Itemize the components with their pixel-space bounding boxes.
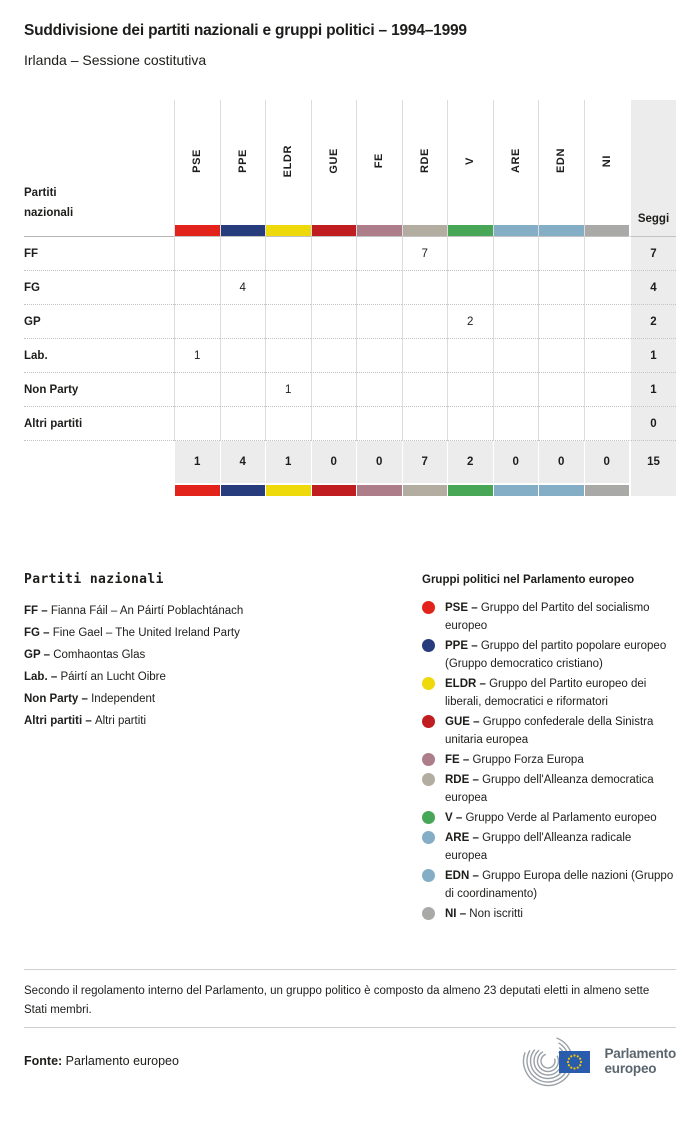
total-PPE: 4 bbox=[220, 441, 266, 483]
group-abbr: PSE – bbox=[445, 602, 481, 614]
national-party-name: Fianna Fáil – An Páirtí Poblachtánach bbox=[50, 605, 244, 617]
cell-V: 2 bbox=[447, 305, 493, 339]
cell-PPE bbox=[220, 373, 266, 407]
column-header-PSE bbox=[174, 100, 220, 237]
bottom-color-bar bbox=[403, 485, 448, 496]
cell-PPE bbox=[220, 237, 266, 271]
group-legend-text bbox=[445, 599, 676, 635]
group-legend-text bbox=[445, 771, 676, 807]
national-party-name: Altri partiti bbox=[94, 715, 147, 727]
column-header-ARE bbox=[493, 100, 539, 237]
row-label: GP bbox=[24, 305, 174, 339]
seats-column-header: Seggi bbox=[629, 100, 676, 237]
cell-PPE bbox=[220, 305, 266, 339]
bottom-color-bar-V bbox=[447, 483, 493, 496]
total-EDN: 0 bbox=[538, 441, 584, 483]
cell-RDE bbox=[402, 305, 448, 339]
bottom-color-bar-EDN bbox=[538, 483, 584, 496]
row-label: Lab. bbox=[24, 339, 174, 373]
page bbox=[0, 21, 700, 1088]
group-legend-text bbox=[445, 905, 523, 923]
european-parliament-logo bbox=[515, 1035, 676, 1087]
cell-FE bbox=[356, 237, 402, 271]
cell-EDN bbox=[538, 339, 584, 373]
row-label: FF bbox=[24, 237, 174, 271]
cell-EDN bbox=[538, 305, 584, 339]
group-legend-text bbox=[445, 675, 676, 711]
cell-FE bbox=[356, 373, 402, 407]
eu-flag-icon bbox=[559, 1051, 590, 1073]
total-RDE: 7 bbox=[402, 441, 448, 483]
cell-ELDR bbox=[265, 305, 311, 339]
group-abbr: FE – bbox=[445, 754, 473, 766]
column-header-ELDR bbox=[265, 100, 311, 237]
page-subtitle: Irlanda – Sessione costitutiva bbox=[24, 52, 207, 68]
legend-national-list bbox=[24, 600, 422, 732]
group-name: Gruppo dell'Alleanza democratica europea bbox=[445, 774, 654, 804]
legend-groups-list bbox=[422, 599, 676, 923]
column-header-text: PPE bbox=[236, 149, 249, 173]
group-legend-text bbox=[445, 713, 676, 749]
cell-V bbox=[447, 373, 493, 407]
group-color-bar bbox=[448, 225, 493, 236]
group-legend-item bbox=[422, 751, 676, 769]
national-party-item bbox=[24, 600, 422, 622]
column-header-text: RDE bbox=[418, 148, 431, 174]
group-color-dot bbox=[422, 601, 435, 614]
column-header-NI bbox=[584, 100, 630, 237]
results-table bbox=[24, 100, 676, 496]
cell-NI bbox=[584, 305, 630, 339]
total-NI: 0 bbox=[584, 441, 630, 483]
cell-GUE bbox=[311, 271, 357, 305]
legend-national bbox=[24, 572, 422, 925]
group-color-dot bbox=[422, 869, 435, 882]
national-party-abbr: FF – bbox=[24, 605, 51, 617]
cell-ELDR bbox=[265, 407, 311, 441]
row-label: Non Party bbox=[24, 373, 174, 407]
legend-groups bbox=[422, 572, 676, 925]
cell-V bbox=[447, 271, 493, 305]
national-party-name: Independent bbox=[91, 693, 156, 705]
cell-ELDR bbox=[265, 339, 311, 373]
national-party-abbr: Lab. – bbox=[24, 671, 61, 683]
national-party-abbr: Non Party – bbox=[24, 693, 92, 705]
cell-NI bbox=[584, 339, 630, 373]
cell-RDE bbox=[402, 373, 448, 407]
group-legend-item bbox=[422, 771, 676, 807]
bottom-color-bar-NI bbox=[584, 483, 630, 496]
source-label: Fonte: bbox=[24, 1054, 63, 1068]
total-V: 2 bbox=[447, 441, 493, 483]
column-header-RDE bbox=[402, 100, 448, 237]
logo-wordmark bbox=[604, 1046, 676, 1076]
cell-PSE bbox=[174, 305, 220, 339]
cell-ARE bbox=[493, 339, 539, 373]
column-header-text: ARE bbox=[509, 148, 522, 174]
cell-RDE: 7 bbox=[402, 237, 448, 271]
totals-row-label bbox=[24, 441, 174, 483]
bottom-color-bar-PSE bbox=[174, 483, 220, 496]
cell-ELDR: 1 bbox=[265, 373, 311, 407]
bottom-color-bar bbox=[494, 485, 539, 496]
bottom-color-bar-RDE bbox=[402, 483, 448, 496]
cell-PPE: 4 bbox=[220, 271, 266, 305]
group-legend-text bbox=[445, 829, 676, 865]
column-header-PPE bbox=[220, 100, 266, 237]
page-title: Suddivisione dei partiti nazionali e gruppi politici – 1994–1999 bbox=[24, 22, 467, 39]
column-header-text: ELDR bbox=[282, 144, 295, 178]
group-name: Gruppo Forza Europa bbox=[472, 754, 584, 766]
group-color-bar bbox=[175, 225, 220, 236]
cell-PSE bbox=[174, 237, 220, 271]
total-FE: 0 bbox=[356, 441, 402, 483]
cell-PSE: 1 bbox=[174, 339, 220, 373]
bottom-color-bar bbox=[448, 485, 493, 496]
cell-ARE bbox=[493, 271, 539, 305]
group-abbr: ARE – bbox=[445, 832, 483, 844]
national-party-abbr: GP – bbox=[24, 649, 54, 661]
column-header-EDN bbox=[538, 100, 584, 237]
bottom-color-bar bbox=[585, 485, 630, 496]
group-color-dot bbox=[422, 639, 435, 652]
group-color-dot bbox=[422, 753, 435, 766]
column-header-text: NI bbox=[600, 154, 613, 168]
row-seats-total: 4 bbox=[629, 271, 676, 305]
bottom-color-bar-FE bbox=[356, 483, 402, 496]
logo-line1: Parlamento bbox=[604, 1046, 676, 1061]
bottom-color-bar-PPE bbox=[220, 483, 266, 496]
total-ELDR: 1 bbox=[265, 441, 311, 483]
divider-bottom bbox=[24, 1027, 676, 1028]
cell-V bbox=[447, 339, 493, 373]
national-party-name: Fine Gael – The United Ireland Party bbox=[52, 627, 240, 639]
group-legend-text bbox=[445, 637, 676, 673]
group-legend-text bbox=[445, 751, 584, 769]
group-color-dot bbox=[422, 907, 435, 920]
cell-GUE bbox=[311, 237, 357, 271]
group-color-bar bbox=[266, 225, 311, 236]
group-color-dot bbox=[422, 773, 435, 786]
group-color-bar bbox=[357, 225, 402, 236]
group-name: Non iscritti bbox=[469, 908, 523, 920]
group-name: Gruppo Europa delle nazioni (Gruppo di coordinamento) bbox=[445, 870, 674, 900]
cell-ARE bbox=[493, 237, 539, 271]
group-color-dot bbox=[422, 677, 435, 690]
bottom-color-bar bbox=[357, 485, 402, 496]
bottom-color-bar bbox=[221, 485, 266, 496]
legends-section bbox=[24, 572, 676, 925]
bottom-color-bar bbox=[175, 485, 220, 496]
bars-row-spacer bbox=[24, 483, 174, 496]
cell-EDN bbox=[538, 407, 584, 441]
row-seats-total: 1 bbox=[629, 339, 676, 373]
total-GUE: 0 bbox=[311, 441, 357, 483]
cell-RDE bbox=[402, 271, 448, 305]
group-color-dot bbox=[422, 811, 435, 824]
row-seats-total: 2 bbox=[629, 305, 676, 339]
group-legend-item bbox=[422, 809, 676, 827]
national-party-abbr: Altri partiti – bbox=[24, 715, 95, 727]
cell-EDN bbox=[538, 373, 584, 407]
cell-RDE bbox=[402, 407, 448, 441]
national-party-item bbox=[24, 688, 422, 710]
group-abbr: V – bbox=[445, 812, 466, 824]
group-abbr: GUE – bbox=[445, 716, 483, 728]
cell-NI bbox=[584, 373, 630, 407]
group-name: Gruppo del Partito del socialismo europeo bbox=[445, 602, 650, 632]
group-abbr: RDE – bbox=[445, 774, 483, 786]
group-color-bar bbox=[494, 225, 539, 236]
group-legend-item bbox=[422, 713, 676, 749]
cell-EDN bbox=[538, 271, 584, 305]
group-legend-item bbox=[422, 675, 676, 711]
column-header-V bbox=[447, 100, 493, 237]
cell-ELDR bbox=[265, 271, 311, 305]
column-header-FE bbox=[356, 100, 402, 237]
cell-PPE bbox=[220, 339, 266, 373]
column-header-text: FE bbox=[373, 153, 386, 169]
bottom-color-bar bbox=[312, 485, 357, 496]
row-header-text: Partiti nazionali bbox=[24, 187, 74, 219]
cell-V bbox=[447, 237, 493, 271]
group-name: Gruppo del partito popolare europeo (Gruppo democratico cristiano) bbox=[445, 640, 667, 670]
group-legend-item bbox=[422, 905, 676, 923]
group-legend-item bbox=[422, 829, 676, 865]
column-header-text: GUE bbox=[327, 148, 340, 174]
row-label: FG bbox=[24, 271, 174, 305]
bottom-color-bar bbox=[539, 485, 584, 496]
column-header-text: PSE bbox=[191, 149, 204, 173]
group-abbr: NI – bbox=[445, 908, 470, 920]
group-legend-text bbox=[445, 809, 657, 827]
cell-FE bbox=[356, 271, 402, 305]
group-color-bar bbox=[312, 225, 357, 236]
logo-line2: europeo bbox=[604, 1061, 657, 1076]
column-header-text: V bbox=[464, 157, 477, 165]
group-color-bar bbox=[539, 225, 584, 236]
source-line bbox=[24, 1054, 179, 1068]
total-ARE: 0 bbox=[493, 441, 539, 483]
national-party-item bbox=[24, 710, 422, 732]
cell-GUE bbox=[311, 305, 357, 339]
group-name: Gruppo confederale della Sinistra unitaria europea bbox=[445, 716, 654, 746]
group-abbr: ELDR – bbox=[445, 678, 490, 690]
cell-FE bbox=[356, 305, 402, 339]
source-value: Parlamento europeo bbox=[65, 1054, 179, 1068]
cell-EDN bbox=[538, 237, 584, 271]
cell-ARE bbox=[493, 373, 539, 407]
cell-V bbox=[447, 407, 493, 441]
cell-NI bbox=[584, 271, 630, 305]
group-name: Gruppo dell'Alleanza radicale europea bbox=[445, 832, 632, 862]
group-abbr: PPE – bbox=[445, 640, 481, 652]
row-seats-total: 0 bbox=[629, 407, 676, 441]
row-seats-total: 7 bbox=[629, 237, 676, 271]
footnote: Secondo il regolamento interno del Parlamento, un gruppo politico è composto da almeno 23 deputati eletti in almeno sette Stati membri. bbox=[24, 985, 650, 1016]
group-color-dot bbox=[422, 831, 435, 844]
cell-ARE bbox=[493, 305, 539, 339]
group-color-dot bbox=[422, 715, 435, 728]
cell-ARE bbox=[493, 407, 539, 441]
national-party-item bbox=[24, 666, 422, 688]
group-legend-text bbox=[445, 867, 676, 903]
national-party-item bbox=[24, 622, 422, 644]
row-label: Altri partiti bbox=[24, 407, 174, 441]
group-legend-item bbox=[422, 637, 676, 673]
cell-PPE bbox=[220, 407, 266, 441]
bottom-color-bar bbox=[266, 485, 311, 496]
cell-RDE bbox=[402, 339, 448, 373]
cell-PSE bbox=[174, 271, 220, 305]
national-party-abbr: FG – bbox=[24, 627, 53, 639]
seats-column-footer bbox=[629, 483, 676, 496]
row-header-label bbox=[24, 100, 174, 237]
total-PSE: 1 bbox=[174, 441, 220, 483]
national-party-name: Páirtí an Lucht Oibre bbox=[60, 671, 166, 683]
bottom-color-bar-GUE bbox=[311, 483, 357, 496]
cell-GUE bbox=[311, 339, 357, 373]
bottom-color-bar-ARE bbox=[493, 483, 539, 496]
cell-NI bbox=[584, 237, 630, 271]
grand-total: 15 bbox=[629, 441, 676, 483]
column-header-text: EDN bbox=[555, 148, 568, 174]
footer bbox=[24, 1034, 676, 1088]
group-color-bar bbox=[585, 225, 630, 236]
cell-GUE bbox=[311, 407, 357, 441]
divider-top bbox=[24, 969, 676, 970]
cell-GUE bbox=[311, 373, 357, 407]
cell-ELDR bbox=[265, 237, 311, 271]
group-name: Gruppo del Partito europeo dei liberali, democratici e riformatori bbox=[445, 678, 647, 708]
parliament-hemicycle-icon bbox=[515, 1035, 595, 1087]
cell-NI bbox=[584, 407, 630, 441]
cell-FE bbox=[356, 339, 402, 373]
column-header-GUE bbox=[311, 100, 357, 237]
group-name: Gruppo Verde al Parlamento europeo bbox=[465, 812, 657, 824]
group-color-bar bbox=[403, 225, 448, 236]
legend-national-title: Partiti nazionali bbox=[24, 572, 164, 587]
cell-PSE bbox=[174, 407, 220, 441]
national-party-item bbox=[24, 644, 422, 666]
bottom-color-bar-ELDR bbox=[265, 483, 311, 496]
group-color-bar bbox=[221, 225, 266, 236]
national-party-name: Comhaontas Glas bbox=[53, 649, 146, 661]
group-legend-item bbox=[422, 867, 676, 903]
legend-groups-title: Gruppi politici nel Parlamento europeo bbox=[422, 574, 635, 586]
row-seats-total: 1 bbox=[629, 373, 676, 407]
cell-PSE bbox=[174, 373, 220, 407]
group-abbr: EDN – bbox=[445, 870, 483, 882]
group-legend-item bbox=[422, 599, 676, 635]
cell-FE bbox=[356, 407, 402, 441]
